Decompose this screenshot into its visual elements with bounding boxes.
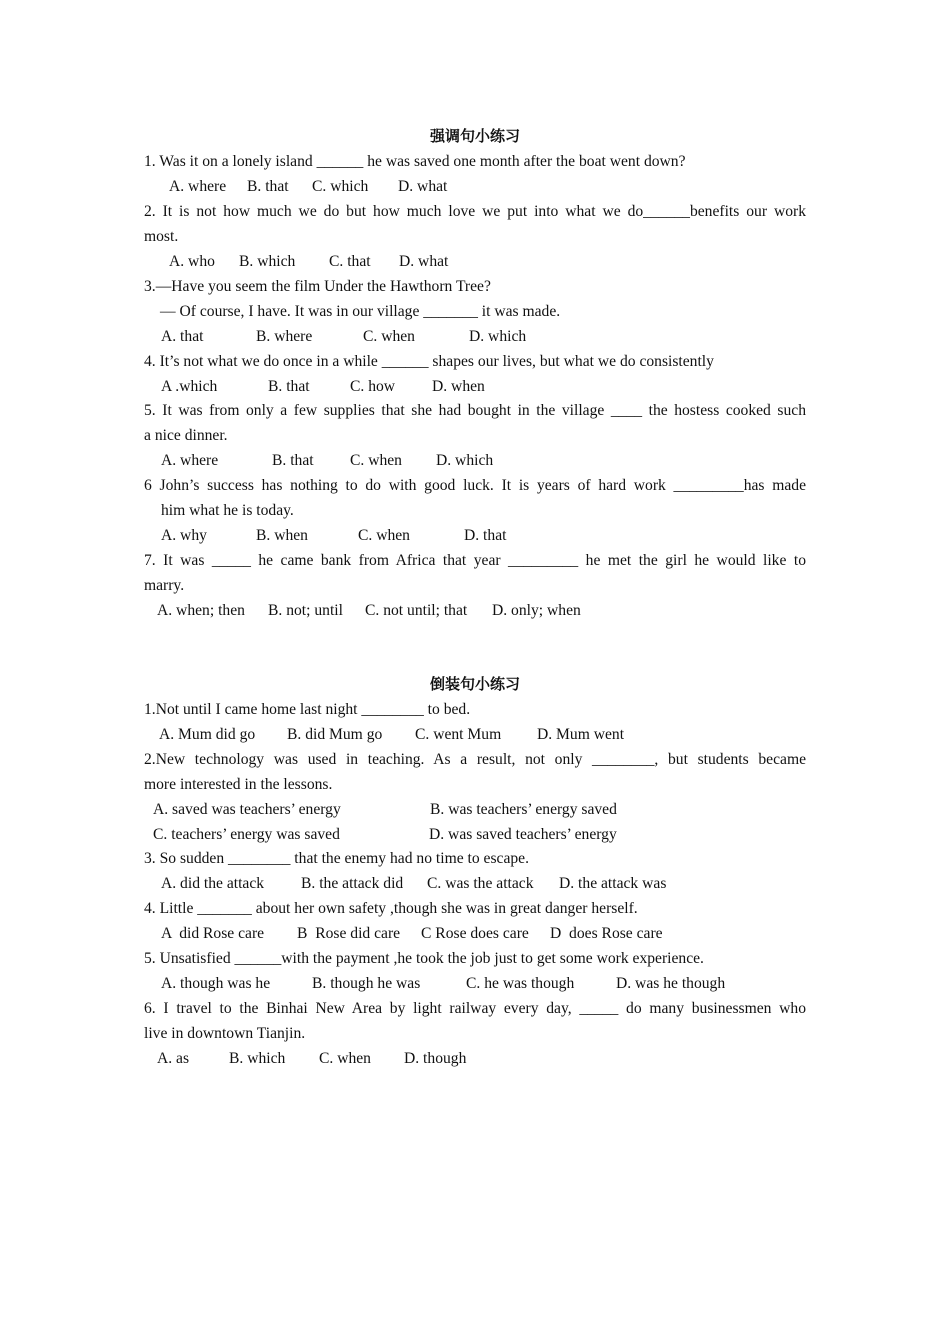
- option: C Rose does care: [421, 925, 529, 942]
- question-text: 6 John’s success has nothing to do with good luck. It is years of hard work _________has made: [144, 477, 806, 494]
- option: C. he was though: [466, 975, 575, 992]
- question-text: 5. It was from only a few supplies that she had bought in the village ____ the hostess cooked such: [144, 402, 806, 419]
- option: D. was saved teachers’ energy: [429, 826, 617, 843]
- option: B. though he was: [312, 975, 421, 992]
- question-text: 3. So sudden ________ that the enemy had no time to escape.: [144, 850, 530, 867]
- question-text: 1.Not until I came home last night ________ to bed.: [144, 701, 471, 718]
- question-text: — Of course, I have. It was in our village _______ it was made.: [160, 303, 561, 320]
- option: B. did Mum go: [287, 726, 383, 743]
- option: D. that: [464, 527, 507, 544]
- option: C. not until; that: [365, 602, 468, 619]
- section-title: 强调句小练习: [429, 127, 520, 145]
- option: B. which: [229, 1050, 286, 1067]
- option: D. what: [398, 178, 448, 195]
- option: D. only; when: [492, 602, 581, 619]
- question-text: live in downtown Tianjin.: [144, 1025, 306, 1042]
- option: C. when: [350, 452, 402, 469]
- question-text: 4. It’s not what we do once in a while ______ shapes our lives, but what we do consistently: [144, 353, 714, 370]
- option: B. the attack did: [301, 875, 404, 892]
- question-text: marry.: [144, 577, 185, 594]
- question-text: 6. I travel to the Binhai New Area by light railway every day, _____ do many businessmen who: [144, 1000, 806, 1017]
- question-text: 1. Was it on a lonely island ______ he was saved one month after the boat went down?: [144, 153, 686, 170]
- option: C. how: [350, 378, 396, 395]
- question-text: 7. It was _____ he came bank from Africa that year _________ he met the girl he would like to: [144, 552, 806, 569]
- option: D. was he though: [616, 975, 726, 992]
- option: C. teachers’ energy was saved: [153, 826, 340, 843]
- option: D does Rose care: [550, 925, 663, 942]
- option: A. Mum did go: [159, 726, 256, 743]
- option: A. saved was teachers’ energy: [153, 801, 341, 818]
- option: D. the attack was: [559, 875, 667, 892]
- option: B. where: [256, 328, 313, 345]
- question-text: a nice dinner.: [144, 427, 228, 444]
- option: B. which: [239, 253, 296, 270]
- section-title: 倒装句小练习: [429, 675, 520, 693]
- option: B. that: [272, 452, 314, 469]
- option: C. went Mum: [415, 726, 502, 743]
- option: A. as: [157, 1050, 190, 1067]
- option: A. though was he: [161, 975, 271, 992]
- option: C. that: [329, 253, 371, 270]
- question-text: 4. Little _______ about her own safety ,though she was in great danger herself.: [144, 900, 638, 917]
- option: C. which: [312, 178, 369, 195]
- option: D. when: [432, 378, 485, 395]
- option: A. when; then: [157, 602, 245, 619]
- question-text: 2. It is not how much we do but how much love we put into what we do______benefits our work: [144, 203, 806, 220]
- option: B. when: [256, 527, 308, 544]
- question-text: most.: [144, 228, 179, 245]
- option: D. Mum went: [537, 726, 625, 743]
- option: D. which: [436, 452, 494, 469]
- option: C. when: [319, 1050, 371, 1067]
- question-text: him what he is today.: [161, 502, 294, 519]
- option: D. though: [404, 1050, 467, 1067]
- option: A. why: [161, 527, 207, 544]
- question-text: 5. Unsatisfied ______with the payment ,he took the job just to get some work experience.: [144, 950, 704, 967]
- option: B. that: [247, 178, 289, 195]
- option: C. when: [358, 527, 410, 544]
- option: A. where: [161, 452, 219, 469]
- option: A. who: [169, 253, 215, 270]
- question-text: 2.New technology was used in teaching. As a result, not only ________, but students became: [144, 751, 806, 768]
- question-text: 3.—Have you seem the film Under the Hawthorn Tree?: [144, 278, 491, 295]
- option: A .which: [161, 378, 218, 395]
- option: A. did the attack: [161, 875, 265, 892]
- option: A. where: [169, 178, 227, 195]
- option: C. when: [363, 328, 415, 345]
- option: B. that: [268, 378, 310, 395]
- option: A. that: [161, 328, 204, 345]
- option: C. was the attack: [427, 875, 534, 892]
- option: A did Rose care: [161, 925, 265, 942]
- option: D. which: [469, 328, 527, 345]
- option: B. was teachers’ energy saved: [430, 801, 617, 818]
- option: D. what: [399, 253, 449, 270]
- option: B Rose did care: [297, 925, 401, 942]
- option: B. not; until: [268, 602, 343, 619]
- question-text: more interested in the lessons.: [144, 776, 333, 793]
